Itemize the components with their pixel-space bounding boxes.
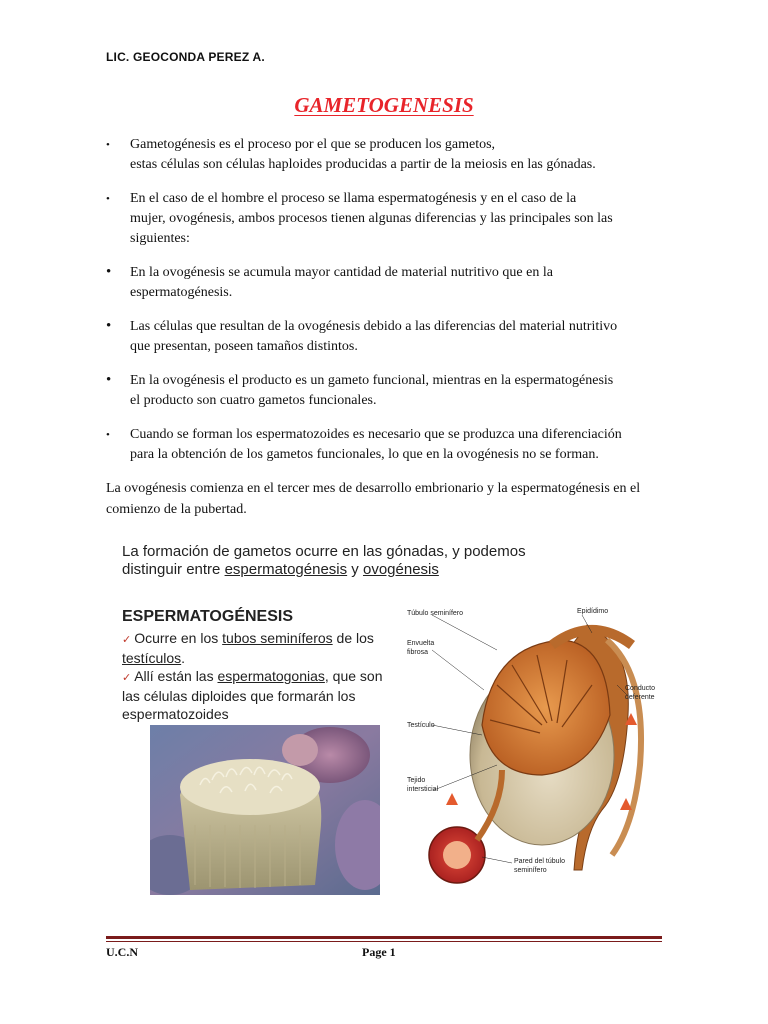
- item-text: , que son las células diploides que formarán los espermatozoides: [122, 668, 383, 722]
- term-spermatogonia: espermatogonias: [217, 668, 325, 684]
- label-fibrous-capsule-2: fibrosa: [407, 649, 429, 656]
- bullet-line: el producto son cuatro gametos funcionales.: [130, 393, 377, 408]
- heading-term-oogenesis: ovogénesis: [362, 561, 439, 578]
- bullet-marker: •: [106, 429, 110, 441]
- footer-rule: [106, 936, 662, 939]
- bullet-line: mujer, ovogénesis, ambos procesos tienen algunas diferencias y las principales son las siguientes:: [130, 211, 613, 246]
- body-paragraph: La ovogénesis comienza en el tercer mes de desarrollo embrionario y la espermatogénesis en el comienzo de la pubertad.: [106, 481, 641, 517]
- bullet-line: estas células son células haploides producidas a partir de la meiosis en las gónadas.: [130, 157, 596, 172]
- bullet-line: Las células que resultan de la ovogénesis debido a las diferencias del material nutritivo: [130, 319, 618, 334]
- label-tubule-wall: Pared del túbulo: [514, 858, 565, 865]
- footer-institution: U.C.N: [106, 945, 138, 959]
- page-title: [0, 93, 768, 118]
- label-interstitial-tissue-2: intersticial: [407, 786, 439, 793]
- item-text: de los: [332, 630, 374, 646]
- slide-heading-line: La formación de gametos ocurre en las gónadas, y podemos: [122, 543, 526, 560]
- bullet-item: [106, 425, 666, 465]
- bullet-item: [106, 371, 666, 411]
- bullet-marker: •: [106, 372, 112, 388]
- bullet-item: [106, 317, 666, 357]
- bullet-line: que presentan, poseen tamaños distintos.: [130, 339, 358, 354]
- bullet-marker: •: [106, 264, 112, 280]
- bullet-line: En el caso de el hombre el proceso se llama espermatogénesis y en el caso de la: [130, 191, 577, 206]
- bullet-line: para la obtención de los gametos funcionales, lo que en la ovogénesis no se forman.: [130, 447, 599, 462]
- slide-figure: [106, 535, 660, 900]
- list-item: [122, 629, 392, 667]
- testicle-diagram: [402, 605, 657, 895]
- heading-term-spermatogenesis: espermatogénesis: [224, 561, 348, 578]
- item-text: Ocurre en los: [134, 630, 223, 646]
- bullet-line: Cuando se forman los espermatozoides es necesario que se produzca una diferenciación: [130, 427, 622, 442]
- slide-heading-line: [122, 561, 526, 579]
- bullet-line: En la ovogénesis el producto es un gameto funcional, mientras en la espermatogénesis: [130, 373, 614, 388]
- document-header: LIC. GEOCONDA PEREZ A.: [106, 50, 265, 64]
- bullet-list: [106, 135, 666, 479]
- label-epididymis: Epidídimo: [577, 608, 609, 615]
- label-vas-deferens: Conducto: [625, 685, 655, 692]
- bullet-marker: •: [106, 193, 110, 205]
- section-title: ESPERMATOGÉNESIS: [122, 608, 293, 625]
- bullet-item: [106, 135, 666, 175]
- heading-text: y: [347, 561, 363, 578]
- heading-text: distinguir entre: [122, 561, 225, 578]
- bullet-marker: •: [106, 139, 110, 151]
- bullet-line: espermatogénesis.: [130, 285, 233, 300]
- bullet-item: [106, 263, 666, 303]
- page-number: Page 1: [362, 945, 396, 959]
- list-item: [122, 667, 392, 723]
- check-icon: ✓: [122, 672, 132, 684]
- footer-rule-thin: [106, 941, 662, 942]
- bullet-item: [106, 189, 666, 249]
- term-testicles: testículos: [122, 650, 182, 666]
- label-tubule-wall-2: seminífero: [514, 867, 547, 874]
- title-text: GAMETOGENESIS: [294, 93, 474, 117]
- item-text: .: [181, 650, 186, 666]
- bullet-line: Gametogénesis es el proceso por el que se producen los gametos,: [130, 137, 496, 152]
- label-vas-deferens-2: deferente: [625, 694, 655, 701]
- bullet-marker: •: [106, 318, 112, 334]
- check-icon: ✓: [122, 634, 132, 646]
- label-interstitial-tissue: Tejido: [407, 777, 426, 784]
- slide-heading: [122, 543, 526, 579]
- item-text: Allí están las: [134, 668, 218, 684]
- term-seminiferous-tubules: tubos seminíferos: [222, 630, 333, 646]
- label-fibrous-capsule: Envuelta: [407, 640, 435, 647]
- spermatogenesis-list: [122, 629, 392, 723]
- micrograph-image: [150, 725, 380, 895]
- label-seminiferous-tubule: Túbulo seminífero: [407, 610, 464, 617]
- label-testicle: Testículo: [407, 722, 435, 729]
- bullet-line: En la ovogénesis se acumula mayor cantidad de material nutritivo que en la: [130, 265, 553, 280]
